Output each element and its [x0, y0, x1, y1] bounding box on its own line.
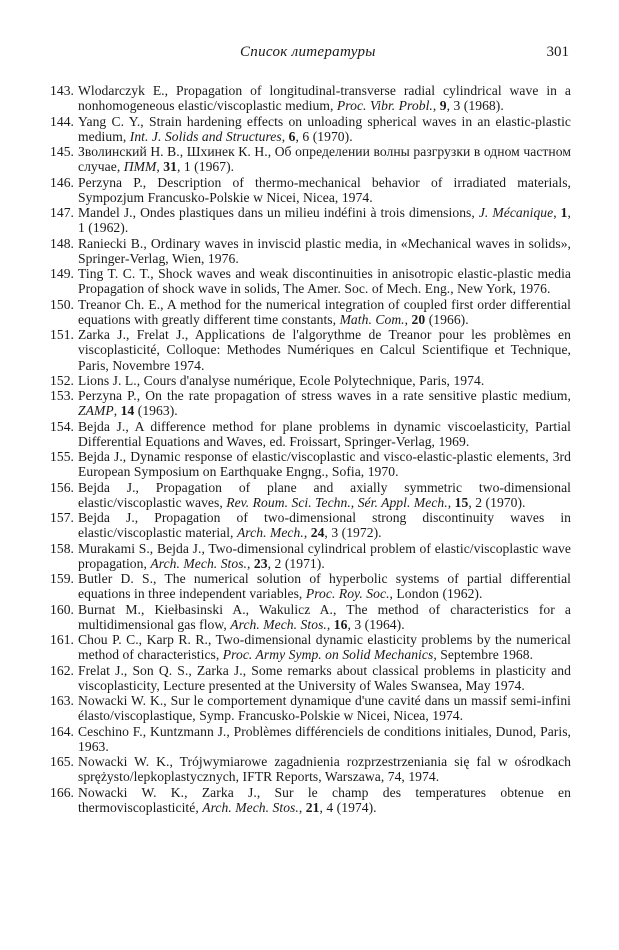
- reference-number: 154.: [50, 418, 74, 434]
- reference-segment: Wlodarczyk E., Propagation of longitudinal-transverse radial cylindrical wave in a nonhomogeneous elastic/viscoplastic medium,: [78, 83, 571, 114]
- journal-title: Arch. Mech. Stos.: [150, 555, 248, 571]
- reference-segment: , 1 (1967).: [176, 159, 235, 175]
- reference-text: [78, 663, 571, 693]
- reference-text: [78, 114, 571, 144]
- reference-item: [40, 480, 571, 511]
- reference-text: [78, 419, 571, 449]
- reference-text: [78, 785, 571, 815]
- reference-segment: Lions J. L., Cours d'analyse numérique, Ecole Polytechnique, Paris, 1974.: [78, 372, 485, 388]
- reference-item: [40, 205, 571, 236]
- reference-number: 150.: [50, 296, 74, 312]
- volume-number: 6: [288, 128, 296, 144]
- reference-segment: (1966).: [425, 311, 469, 327]
- reference-segment: Chou P. C., Karp R. R., Two-dimensional dynamic elasticity problems by the numerical method of characteristics,: [78, 632, 571, 663]
- reference-text: [78, 602, 571, 632]
- volume-number: 21: [305, 799, 320, 815]
- reference-number: 145.: [50, 144, 74, 159]
- reference-segment: Ceschino F., Kuntzmann J., Problèmes différenciels de conditions initiales, Dunod, Paris, 1963.: [78, 723, 571, 754]
- reference-segment: Frelat J., Son Q. S., Zarka J., Some remarks about classical problems in plasticity and viscoplasticity, Lecture presented at the University of Wales Swansea, May 1974.: [78, 662, 571, 693]
- reference-item: [40, 144, 571, 175]
- reference-segment: Burnat M., Kiełbasinski A., Wakulicz A., The method of characteristics for a multidimensional gas flow,: [78, 601, 571, 632]
- reference-segment: ,: [156, 159, 164, 175]
- reference-text: [78, 83, 571, 113]
- reference-number: 157.: [50, 510, 74, 525]
- reference-segment: Perzyna P., Description of thermo-mechanical behavior of irradiated materials, Sympozjum Francusko-Polskie w Nicei, Nicea, 1974.: [78, 174, 571, 205]
- reference-item: [40, 602, 571, 633]
- journal-title: Proc. Vibr. Probl.: [336, 98, 433, 114]
- reference-segment: (1963).: [134, 403, 178, 419]
- reference-text: [78, 724, 571, 754]
- reference-text: [78, 144, 571, 174]
- reference-text: [78, 373, 484, 388]
- reference-number: 165.: [50, 754, 74, 769]
- reference-segment: ,: [404, 311, 412, 327]
- reference-segment: Nowacki W. K., Zarka J., Sur le champ des temperatures obtenue en thermoviscoplasticité,: [78, 784, 571, 815]
- reference-segment: ,: [447, 494, 455, 510]
- reference-item: [40, 785, 571, 816]
- reference-text: [78, 693, 571, 723]
- reference-item: [40, 114, 571, 145]
- reference-number: 163.: [50, 693, 74, 708]
- reference-list: [40, 83, 571, 815]
- reference-segment: , 3 (1968).: [446, 98, 504, 114]
- reference-text: [78, 510, 571, 540]
- reference-segment: , 4 (1974).: [319, 799, 377, 815]
- reference-segment: , 2 (1971).: [267, 555, 325, 571]
- journal-title: ZAMP: [78, 403, 114, 419]
- reference-segment: , 3 (1964).: [347, 616, 405, 632]
- reference-segment: , 3 (1972).: [324, 525, 382, 541]
- reference-number: 144.: [50, 113, 74, 129]
- reference-item: [40, 754, 571, 785]
- reference-text: [78, 205, 571, 235]
- reference-number: 156.: [50, 479, 74, 495]
- reference-number: 152.: [50, 372, 74, 388]
- reference-item: [40, 236, 571, 267]
- reference-segment: Nowacki W. K., Sur le comportement dynamique d'une cavité dans un massif semi-infini élasto/viscoplastique, Symp. Francusko-Polskie w Nicei, Nicea, 1974.: [78, 693, 571, 724]
- reference-segment: Murakami S., Bejda J., Two-dimensional cylindrical problem of elastic/viscoplastic wave propagation,: [78, 540, 571, 571]
- page-header: [0, 44, 619, 64]
- reference-text: [78, 236, 571, 266]
- reference-segment: ,: [281, 128, 289, 144]
- reference-segment: Butler D. S., The numerical solution of hyperbolic systems of partial differential equations in three independent variables,: [78, 571, 571, 602]
- reference-segment: , London (1962).: [389, 586, 483, 602]
- reference-text: [78, 449, 571, 479]
- reference-segment: Nowacki W. K., Trójwymiarowe zagadnienia rozprzestrzeniania się fal w ośrodkach sprężysto/lepkoplastycznych, IFTR Reports, Warszawa, 74, 1974.: [78, 754, 571, 785]
- reference-segment: ,: [326, 616, 334, 632]
- reference-item: [40, 663, 571, 694]
- reference-number: 146.: [50, 174, 74, 190]
- reference-item: [40, 724, 571, 755]
- reference-item: [40, 632, 571, 663]
- reference-segment: , 2 (1970).: [468, 494, 526, 510]
- reference-item: [40, 388, 571, 419]
- reference-number: 143.: [50, 83, 74, 98]
- reference-segment: ,: [247, 555, 254, 571]
- reference-item: [40, 297, 571, 328]
- reference-item: [40, 510, 571, 541]
- reference-segment: Bejda J., A difference method for plane problems in dynamic viscoelasticity, Partial Differential Equations and Waves, ed. Froissart, Springer-Verlag, 1969.: [78, 418, 571, 449]
- volume-number: 23: [253, 555, 268, 571]
- reference-segment: Perzyna P., On the rate propagation of stress waves in a rate sensitive plastic medium,: [78, 388, 571, 403]
- reference-segment: Ting T. C. T., Shock waves and weak discontinuities in anisotropic elastic-plastic media Propagation of shock wave in solids, The Amer. Soc. of Mech. Eng., New York, 1976.: [78, 266, 571, 297]
- reference-number: 166.: [50, 784, 74, 800]
- reference-item: [40, 693, 571, 724]
- volume-number: 1: [560, 205, 568, 220]
- reference-segment: ,: [432, 98, 440, 114]
- journal-title: Arch. Mech. Stos.: [202, 799, 299, 815]
- reference-segment: Bejda J., Dynamic response of elastic/viscoplastic and visco-elastic-plastic elements, 3rd European Symposium on Earthquake Engng., Sofia, 1970.: [78, 449, 571, 480]
- journal-title: Proc. Army Symp. on Solid Mechanics: [222, 647, 434, 663]
- reference-item: [40, 571, 571, 602]
- reference-text: [78, 388, 571, 418]
- reference-number: 153.: [50, 388, 74, 403]
- reference-segment: , Septembre 1968.: [433, 647, 534, 663]
- reference-segment: Raniecki B., Ordinary waves in inviscid plastic media, in «Mechanical waves in solids», Springer-Verlag, Wien, 1976.: [78, 235, 571, 266]
- reference-number: 160.: [50, 601, 74, 617]
- reference-segment: , 1 (1962).: [78, 205, 571, 236]
- reference-segment: Mandel J., Ondes plastiques dans un milieu indéfini à trois dimensions,: [78, 205, 479, 220]
- reference-text: [78, 480, 571, 510]
- reference-segment: ,: [298, 799, 306, 815]
- reference-item: [40, 175, 571, 206]
- reference-number: 162.: [50, 662, 74, 678]
- reference-segment: , 6 (1970).: [295, 128, 353, 144]
- volume-number: 31: [163, 159, 177, 175]
- page-number: 301: [546, 44, 569, 60]
- reference-number: 148.: [50, 235, 74, 251]
- reference-segment: ,: [303, 525, 311, 541]
- reference-number: 151.: [50, 327, 74, 342]
- reference-item: [40, 541, 571, 572]
- reference-number: 164.: [50, 723, 74, 739]
- reference-number: 159.: [50, 571, 74, 586]
- journal-title: Arch. Mech. Stos.: [230, 616, 327, 632]
- reference-text: [78, 297, 571, 327]
- reference-segment: ,: [113, 403, 121, 419]
- volume-number: 20: [411, 311, 426, 327]
- volume-number: 16: [333, 616, 348, 632]
- reference-number: 147.: [50, 205, 74, 220]
- reference-number: 161.: [50, 632, 74, 647]
- reference-text: [78, 541, 571, 571]
- reference-item: [40, 373, 571, 388]
- reference-item: [40, 419, 571, 450]
- reference-item: [40, 327, 571, 373]
- reference-segment: Yang C. Y., Strain hardening effects on unloading spherical waves in an elastic-plastic medium,: [78, 113, 571, 144]
- reference-segment: Bejda J., Propagation of two-dimensional strong discontinuity waves in elastic/viscoplastic material,: [78, 510, 571, 541]
- reference-text: [78, 327, 571, 373]
- journal-title: ПММ: [123, 159, 157, 175]
- running-title: Список литературы: [240, 44, 376, 60]
- reference-number: 158.: [50, 540, 74, 556]
- reference-number: 149.: [50, 266, 74, 281]
- reference-segment: Bejda J., Propagation of plane and axially symmetric two-dimensional elastic/viscoplastic waves,: [78, 479, 571, 510]
- reference-segment: ,: [553, 205, 561, 220]
- journal-title: Rev. Roum. Sci. Techn., Sér. Appl. Mech.: [226, 494, 448, 510]
- journal-title: Proc. Roy. Soc.: [305, 586, 390, 602]
- reference-text: [78, 175, 571, 205]
- journal-title: Int. J. Solids and Structures: [129, 128, 282, 144]
- reference-text: [78, 266, 571, 296]
- reference-segment: Zarka J., Frelat J., Applications de l'algorythme de Treanor pour les problèmes en viscoplasticité, Colloque: Methodes Numériques en Calcul Scientifique et Technique, Paris, Novembre 1974.: [78, 327, 571, 373]
- journal-title: Math. Com.: [339, 311, 405, 327]
- volume-number: 15: [454, 494, 469, 510]
- reference-item: [40, 266, 571, 297]
- reference-item: [40, 83, 571, 114]
- reference-number: 155.: [50, 449, 74, 464]
- volume-number: 24: [310, 525, 325, 541]
- reference-segment: Treanor Ch. E., A method for the numerical integration of coupled first order differential equations with greatly different time constants,: [78, 296, 571, 327]
- reference-text: [78, 571, 571, 601]
- volume-number: 14: [120, 403, 135, 419]
- reference-text: [78, 632, 571, 662]
- reference-text: [78, 754, 571, 784]
- journal-title: J. Mécanique: [478, 205, 554, 220]
- journal-title: Arch. Mech.: [236, 525, 304, 541]
- volume-number: 9: [439, 98, 447, 114]
- reference-item: [40, 449, 571, 480]
- reference-segment: Зволинский Н. В., Шхинек К. Н., Об определении волны разгрузки в одном частном случае,: [78, 144, 571, 175]
